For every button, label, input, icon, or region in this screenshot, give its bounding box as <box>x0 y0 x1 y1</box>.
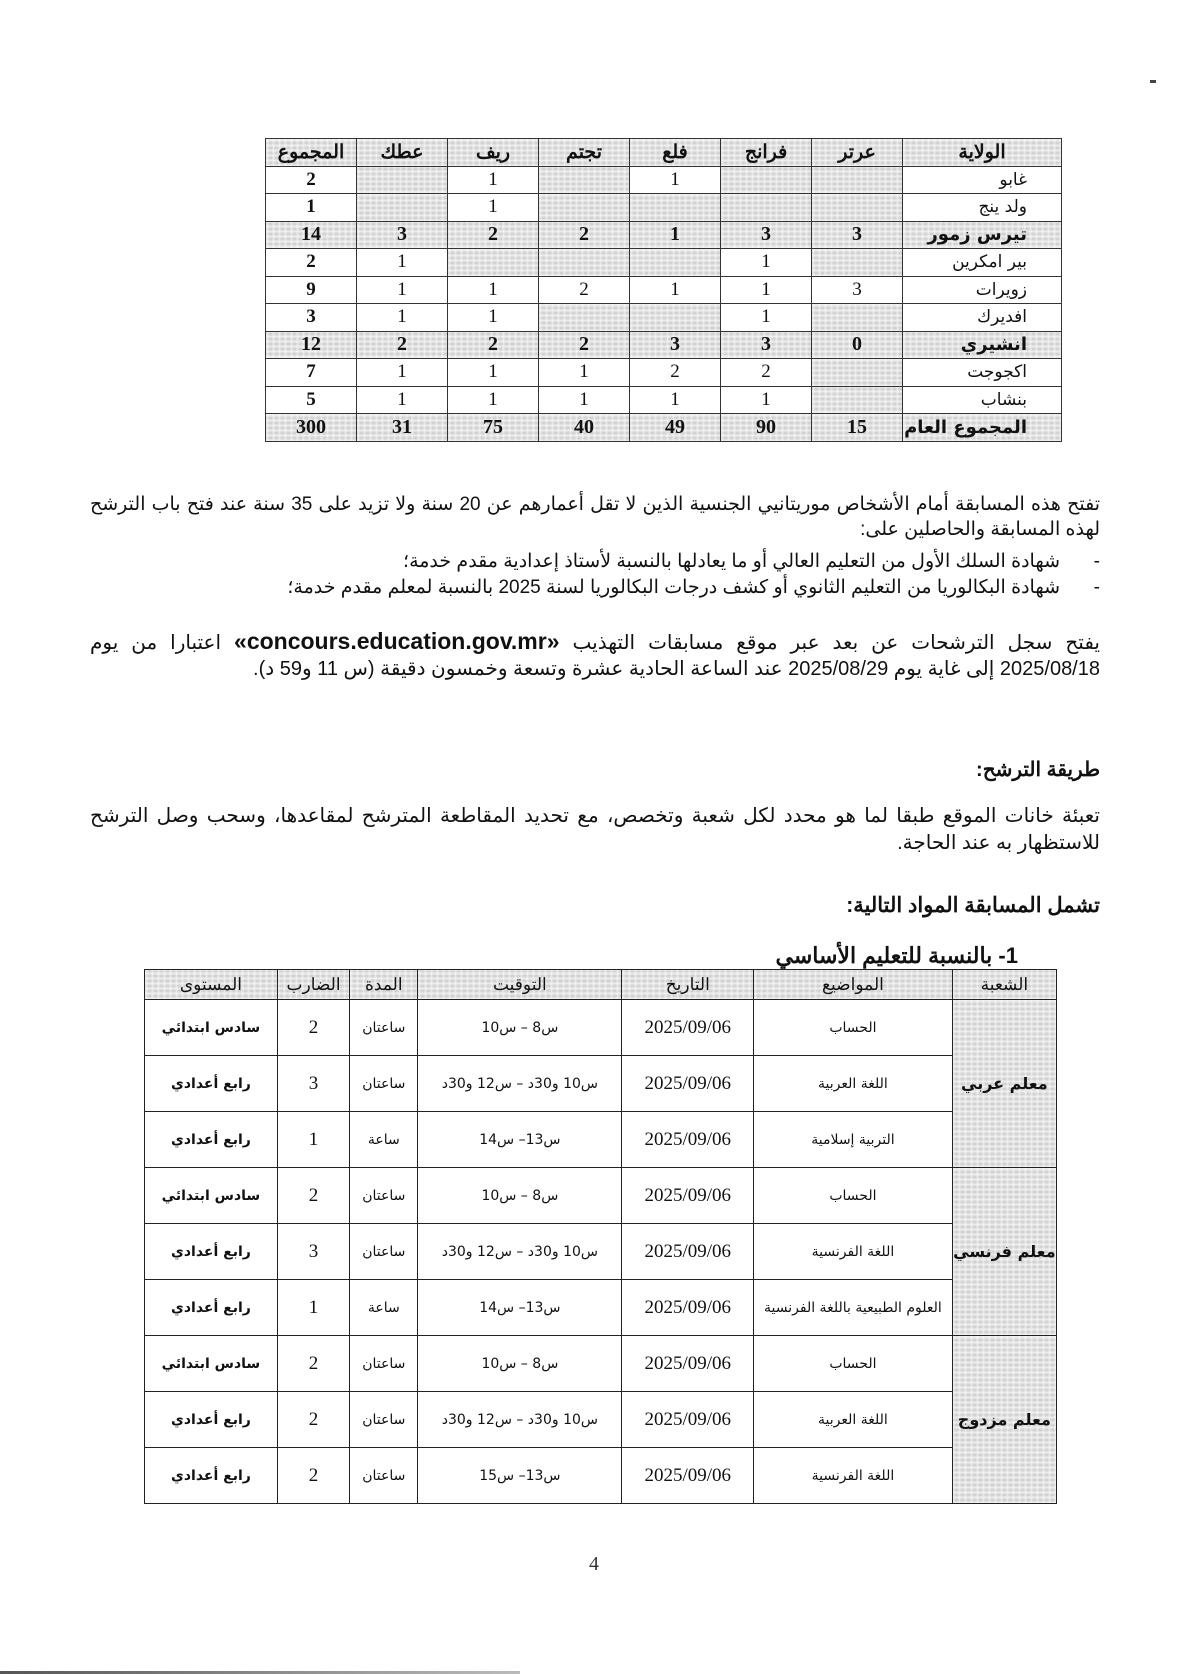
duration-cell: ساعتان <box>350 1224 418 1280</box>
coefficient-cell: 1 <box>277 1280 349 1336</box>
wilaya-name-cell: غابو <box>903 166 1062 194</box>
value-cell <box>721 194 812 222</box>
date-cell: 2025/09/06 <box>622 1392 754 1448</box>
total-cell: 3 <box>266 304 357 332</box>
table1-header-cell: عطك <box>357 139 448 167</box>
level-cell: رابع أعدادي <box>145 1448 278 1504</box>
total-cell: 2 <box>266 166 357 194</box>
method-heading: طريقة الترشح: <box>976 759 1100 781</box>
value-cell: 40 <box>539 414 630 442</box>
time-cell: س13– س15 <box>418 1448 622 1504</box>
time-cell: س13– س14 <box>418 1112 622 1168</box>
value-cell <box>539 304 630 332</box>
value-cell: 1 <box>448 304 539 332</box>
date-cell: 2025/09/06 <box>622 1112 754 1168</box>
value-cell: 1 <box>721 276 812 304</box>
date-cell: 2025/09/06 <box>622 1168 754 1224</box>
eligibility-bullet: - شهادة البكالوريا من التعليم الثانوي أو كشف درجات البكالوريا لسنة 2025 بالنسبة لمعلم مقدم خدمة؛ <box>90 575 1100 601</box>
table2-row <box>145 1448 1057 1504</box>
table2-row <box>145 1392 1057 1448</box>
value-cell <box>630 249 721 277</box>
time-cell: س8 – س10 <box>418 1168 622 1224</box>
value-cell: 3 <box>721 331 812 359</box>
table1-header-cell: ريف <box>448 139 539 167</box>
level-cell: رابع أعدادي <box>145 1280 278 1336</box>
level-cell: سادس ابتدائي <box>145 1000 278 1056</box>
duration-cell: ساعتان <box>350 1392 418 1448</box>
coefficient-cell: 3 <box>277 1224 349 1280</box>
wilaya-name-cell: بنشاب <box>903 386 1062 414</box>
level-cell: رابع أعدادي <box>145 1056 278 1112</box>
value-cell: 1 <box>630 221 721 249</box>
value-cell: 1 <box>448 194 539 222</box>
level-cell: سادس ابتدائي <box>145 1168 278 1224</box>
value-cell <box>630 304 721 332</box>
subject-cell: الحساب <box>754 1168 953 1224</box>
table2-row <box>145 1280 1057 1336</box>
value-cell: 1 <box>448 386 539 414</box>
value-cell <box>539 166 630 194</box>
table2-row <box>145 1224 1057 1280</box>
time-cell: س8 – س10 <box>418 1000 622 1056</box>
subjects-heading: تشمل المسابقة المواد التالية: <box>846 894 1100 917</box>
eligibility-intro: تفتح هذه المسابقة أمام الأشخاص موريتانيي الجنسية الذين لا تقل أعمارهم عن 20 سنة ولا تزيد على 35 سنة عند فتح باب الترشح لهذه المسابقة والحاصلين على: <box>90 494 1100 540</box>
date-cell: 2025/09/06 <box>622 1056 754 1112</box>
value-cell: 1 <box>630 276 721 304</box>
time-cell: س8 – س10 <box>418 1336 622 1392</box>
table1-header-cell: عرتر <box>812 139 903 167</box>
table1-row <box>266 276 1062 304</box>
level-cell: رابع أعدادي <box>145 1392 278 1448</box>
value-cell: 90 <box>721 414 812 442</box>
table2-row <box>145 1168 1057 1224</box>
subject-cell: العلوم الطبيعية باللغة الفرنسية <box>754 1280 953 1336</box>
table2-row <box>145 1336 1057 1392</box>
date-cell: 2025/09/06 <box>622 1280 754 1336</box>
value-cell: 0 <box>812 331 903 359</box>
wilaya-name-cell: اكجوجت <box>903 359 1062 387</box>
time-cell: س10 و30د – س12 و30د <box>418 1056 622 1112</box>
value-cell <box>539 249 630 277</box>
total-cell: 2 <box>266 249 357 277</box>
basic-education-heading: 1- بالنسبة للتعليم الأساسي <box>775 943 1018 968</box>
duration-cell: ساعتان <box>350 1168 418 1224</box>
value-cell: 3 <box>630 331 721 359</box>
value-cell: 2 <box>721 359 812 387</box>
total-cell: 300 <box>266 414 357 442</box>
table1-header-cell: فرانج <box>721 139 812 167</box>
subject-cell: اللغة العربية <box>754 1056 953 1112</box>
level-cell: رابع أعدادي <box>145 1224 278 1280</box>
page-number: 4 <box>589 1553 599 1575</box>
value-cell: 2 <box>448 221 539 249</box>
subject-cell: اللغة الفرنسية <box>754 1448 953 1504</box>
time-cell: س13– س14 <box>418 1280 622 1336</box>
value-cell: 1 <box>448 359 539 387</box>
coefficient-cell: 2 <box>277 1448 349 1504</box>
total-cell: 7 <box>266 359 357 387</box>
table1-body <box>266 166 1062 441</box>
eligibility-bullet: - شهادة السلك الأول من التعليم العالي أو ما يعادلها بالنسبة لأستاذ إعدادية مقدم خدمة؛ <box>90 549 1100 575</box>
value-cell: 1 <box>448 166 539 194</box>
total-cell: 14 <box>266 221 357 249</box>
value-cell: 1 <box>357 276 448 304</box>
value-cell: 3 <box>812 276 903 304</box>
total-cell: 1 <box>266 194 357 222</box>
wilaya-name-cell: انشيري <box>903 331 1062 359</box>
value-cell <box>357 194 448 222</box>
time-cell: س10 و30د – س12 و30د <box>418 1224 622 1280</box>
value-cell <box>812 386 903 414</box>
table1-row <box>266 331 1062 359</box>
value-cell: 1 <box>721 304 812 332</box>
duration-cell: ساعتان <box>350 1056 418 1112</box>
duration-cell: ساعة <box>350 1112 418 1168</box>
table1-row <box>266 386 1062 414</box>
subject-cell: اللغة الفرنسية <box>754 1224 953 1280</box>
duration-cell: ساعتان <box>350 1336 418 1392</box>
table2-header-cell: التاريخ <box>622 970 754 1000</box>
table2-header-row <box>145 970 1057 1000</box>
value-cell <box>357 166 448 194</box>
value-cell: 3 <box>357 221 448 249</box>
duration-cell: ساعتان <box>350 1000 418 1056</box>
table2-header-cell: الشعبة <box>952 970 1056 1000</box>
table1-header-cell: المجموع <box>266 139 357 167</box>
branch-cell: معلم فرنسي <box>952 1168 1056 1336</box>
table1-row <box>266 359 1062 387</box>
table1-row <box>266 194 1062 222</box>
value-cell: 75 <box>448 414 539 442</box>
registration-text-after: اعتبارا من يوم 2025/08/18 إلى غاية يوم 2025/08/29 عند الساعة الحادية عشرة وتسعة وخمسون دقيقة (س 11 و59 د). <box>90 632 1100 680</box>
subject-cell: التربية إسلامية <box>754 1112 953 1168</box>
value-cell: 1 <box>721 386 812 414</box>
value-cell: 1 <box>357 386 448 414</box>
exam-schedule-table <box>144 969 1057 1504</box>
scan-speck <box>1150 80 1156 83</box>
table2-row <box>145 1000 1057 1056</box>
value-cell: 1 <box>630 166 721 194</box>
registration-paragraph <box>90 628 1100 682</box>
coefficient-cell: 3 <box>277 1056 349 1112</box>
wilaya-name-cell: بير امكرين <box>903 249 1062 277</box>
table1-row <box>266 249 1062 277</box>
value-cell: 15 <box>812 414 903 442</box>
coefficient-cell: 2 <box>277 1392 349 1448</box>
value-cell <box>812 359 903 387</box>
value-cell <box>812 249 903 277</box>
coefficient-cell: 2 <box>277 1336 349 1392</box>
subject-cell: الحساب <box>754 1336 953 1392</box>
value-cell: 1 <box>721 249 812 277</box>
wilaya-name-cell: تيرس زمور <box>903 221 1062 249</box>
eligibility-list <box>90 549 1100 601</box>
duration-cell: ساعة <box>350 1280 418 1336</box>
value-cell: 2 <box>539 276 630 304</box>
value-cell <box>721 166 812 194</box>
value-cell: 2 <box>539 331 630 359</box>
date-cell: 2025/09/06 <box>622 1336 754 1392</box>
value-cell <box>812 304 903 332</box>
value-cell: 1 <box>448 276 539 304</box>
value-cell: 1 <box>630 386 721 414</box>
value-cell <box>812 166 903 194</box>
table2-header-cell: المدة <box>350 970 418 1000</box>
wilaya-name-cell: زويرات <box>903 276 1062 304</box>
value-cell: 2 <box>630 359 721 387</box>
date-cell: 2025/09/06 <box>622 1448 754 1504</box>
level-cell: سادس ابتدائي <box>145 1336 278 1392</box>
subject-cell: الحساب <box>754 1000 953 1056</box>
coefficient-cell: 1 <box>277 1112 349 1168</box>
table2-header-cell: الضارب <box>277 970 349 1000</box>
table1-row <box>266 221 1062 249</box>
total-cell: 5 <box>266 386 357 414</box>
value-cell: 1 <box>357 249 448 277</box>
total-cell: 12 <box>266 331 357 359</box>
coefficient-cell: 2 <box>277 1168 349 1224</box>
positions-by-wilaya-table <box>265 138 1062 442</box>
value-cell: 1 <box>539 386 630 414</box>
registration-url-link[interactable]: «concours.education.gov.mr» <box>234 628 560 654</box>
branch-cell: معلم عربي <box>952 1000 1056 1168</box>
coefficient-cell: 2 <box>277 1000 349 1056</box>
registration-text-before: يفتح سجل الترشحات عن بعد عبر موقع مسابقات التهذيب <box>559 632 1101 654</box>
value-cell: 3 <box>721 221 812 249</box>
table1-header-row <box>266 139 1062 167</box>
value-cell <box>812 194 903 222</box>
wilaya-name-cell: المجموع العام <box>903 414 1062 442</box>
value-cell: 49 <box>630 414 721 442</box>
value-cell: 2 <box>448 331 539 359</box>
value-cell <box>630 194 721 222</box>
table1-row <box>266 414 1062 442</box>
value-cell <box>448 249 539 277</box>
wilaya-name-cell: ولد ينج <box>903 194 1062 222</box>
value-cell: 3 <box>812 221 903 249</box>
table2-row <box>145 1056 1057 1112</box>
table1-header-cell: فلع <box>630 139 721 167</box>
table2-header-cell: التوقيت <box>418 970 622 1000</box>
value-cell: 1 <box>539 359 630 387</box>
table1-header-cell: تجتم <box>539 139 630 167</box>
value-cell <box>539 194 630 222</box>
duration-cell: ساعتان <box>350 1448 418 1504</box>
value-cell: 1 <box>357 359 448 387</box>
date-cell: 2025/09/06 <box>622 1224 754 1280</box>
total-cell: 9 <box>266 276 357 304</box>
level-cell: رابع أعدادي <box>145 1112 278 1168</box>
table1-header-cell: الولاية <box>903 139 1062 167</box>
subject-cell: اللغة العربية <box>754 1392 953 1448</box>
time-cell: س10 و30د – س12 و30د <box>418 1392 622 1448</box>
value-cell: 1 <box>357 304 448 332</box>
table1-row <box>266 304 1062 332</box>
method-paragraph: تعبئة خانات الموقع طبقا لما هو محدد لكل شعبة وتخصص، مع تحديد المقاطعة المترشح لمقاعدها، وسحب وصل الترشح للاستظهار به عند الحاجة. <box>90 805 1100 854</box>
table2-header-cell: المواضيع <box>754 970 953 1000</box>
value-cell: 2 <box>357 331 448 359</box>
wilaya-name-cell: افديرك <box>903 304 1062 332</box>
table2-row <box>145 1112 1057 1168</box>
table2-header-cell: المستوى <box>145 970 278 1000</box>
branch-cell: معلم مزدوج <box>952 1336 1056 1504</box>
value-cell: 2 <box>539 221 630 249</box>
date-cell: 2025/09/06 <box>622 1000 754 1056</box>
table2-body <box>145 1000 1057 1504</box>
table1-row <box>266 166 1062 194</box>
value-cell: 31 <box>357 414 448 442</box>
